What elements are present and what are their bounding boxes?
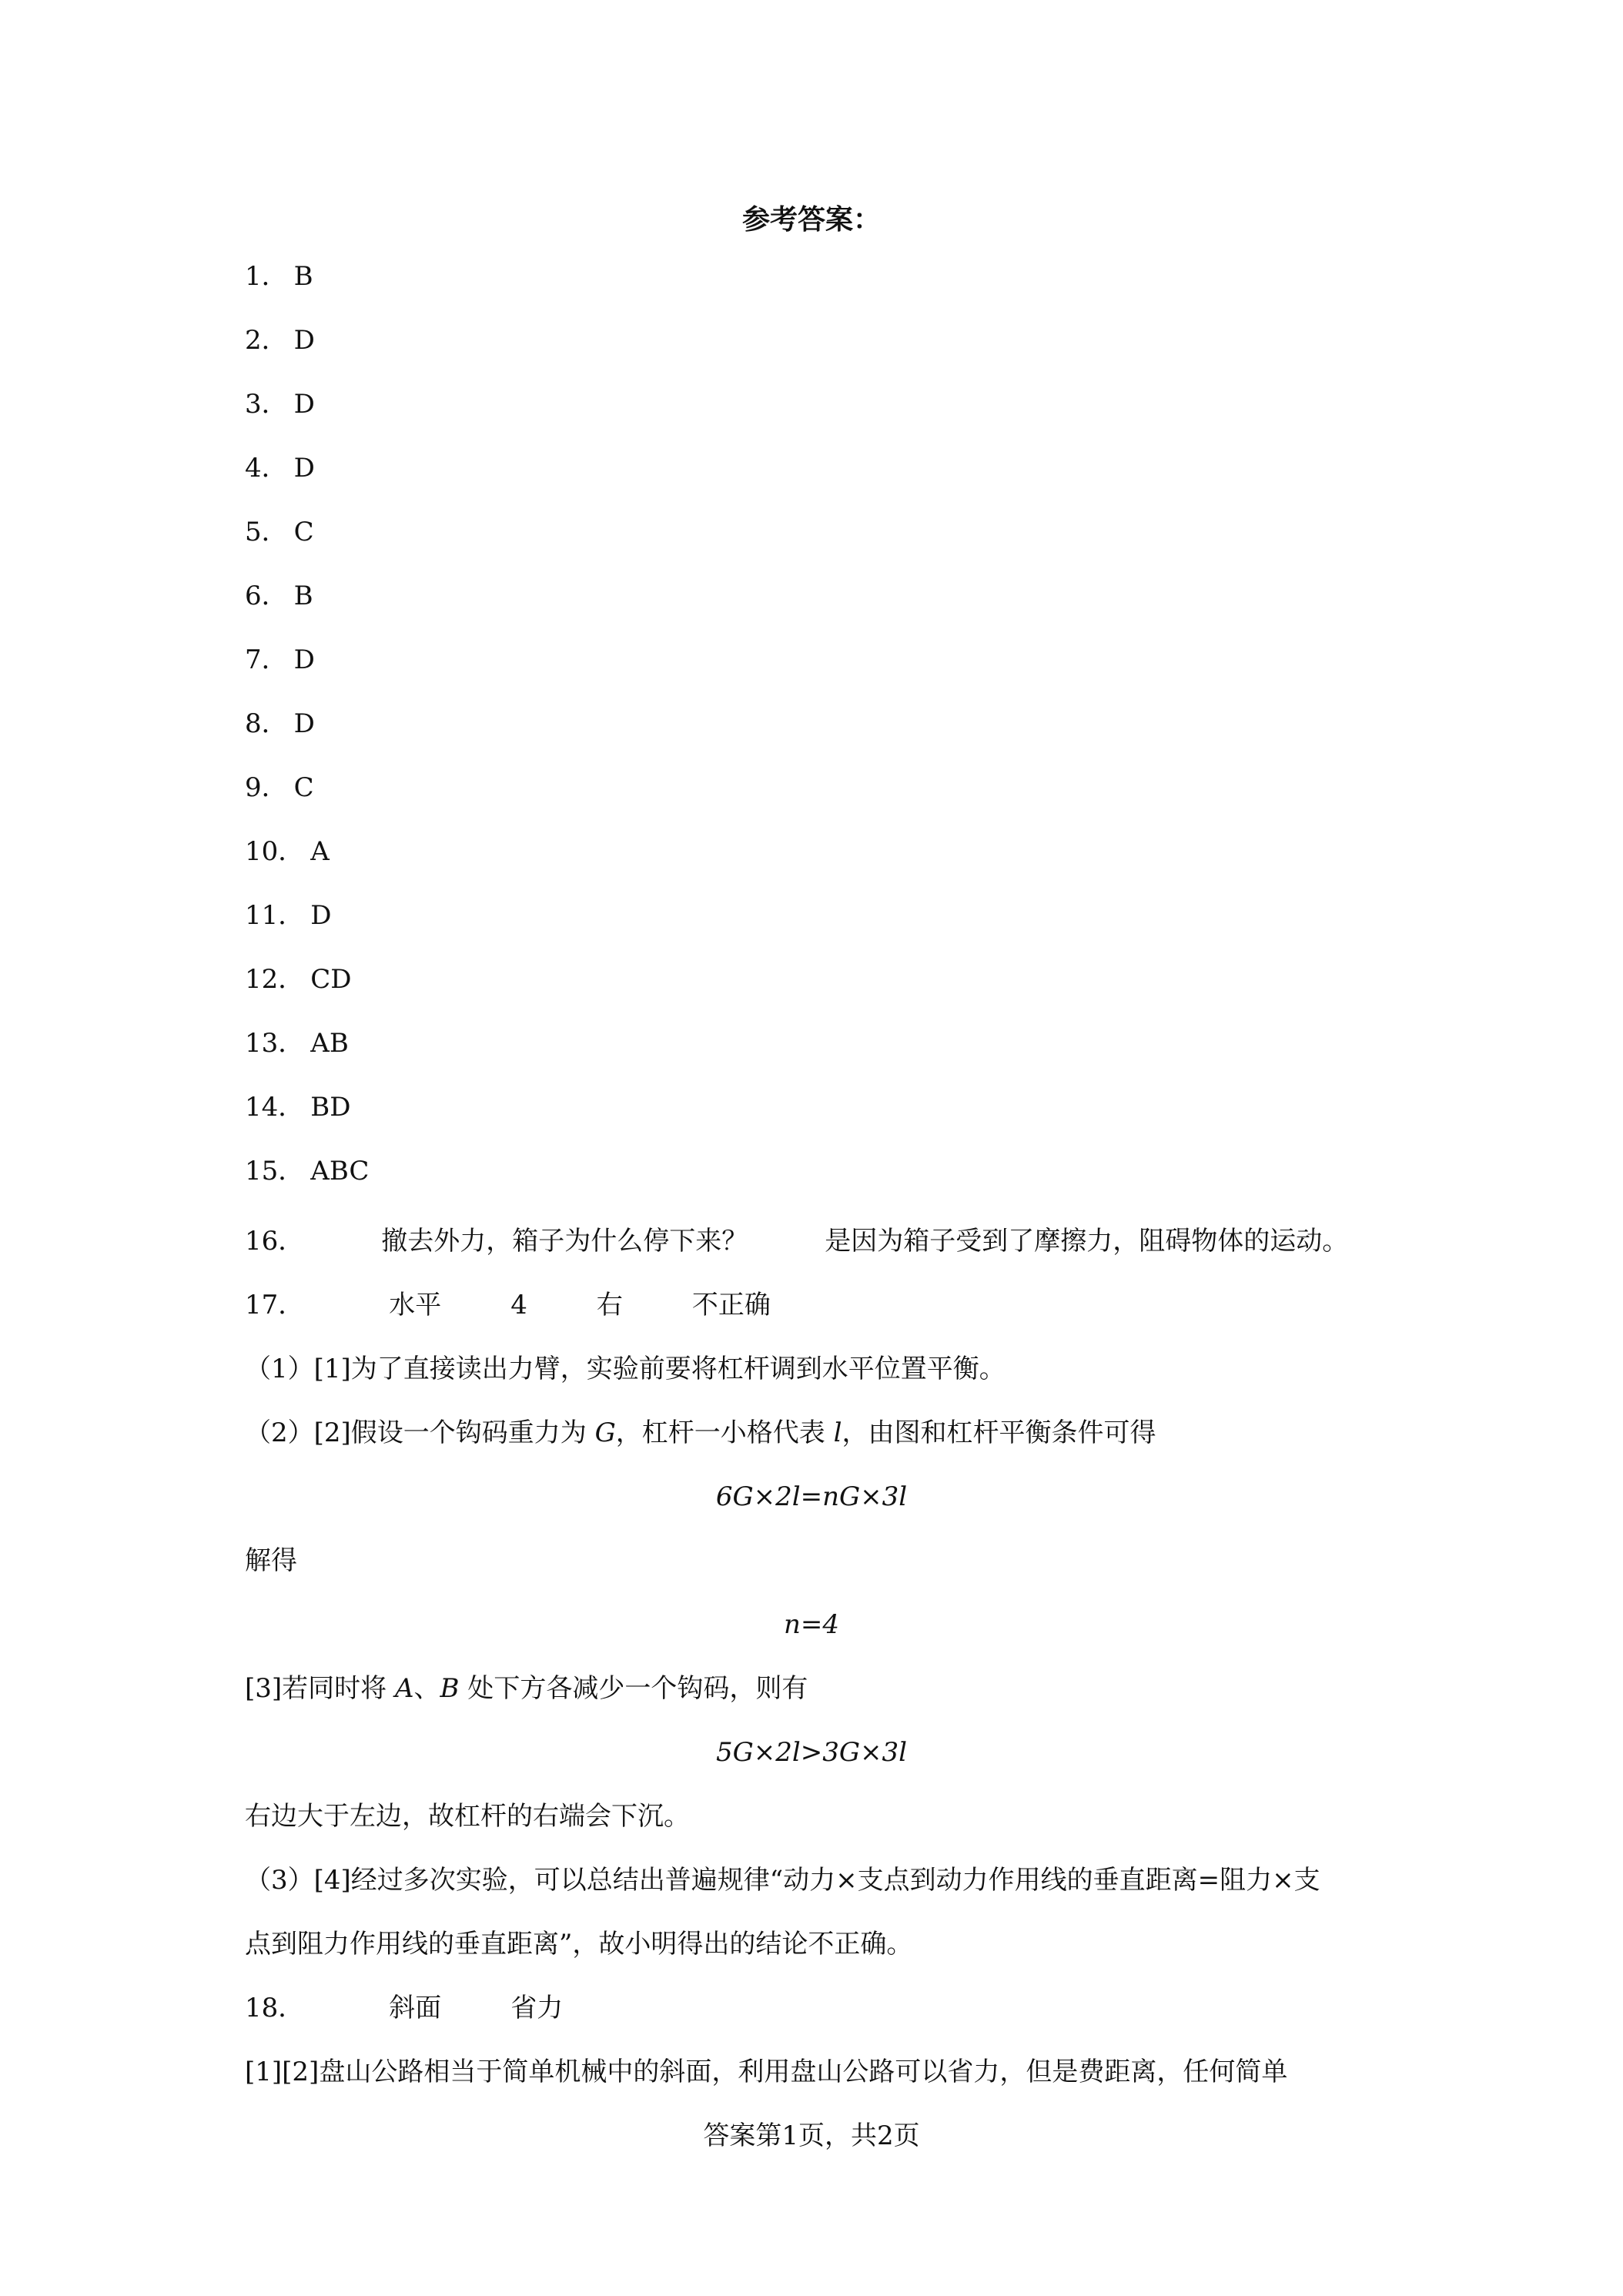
answer-choice: A <box>310 836 330 867</box>
answer-choice: D <box>293 389 315 420</box>
answer-choice: CD <box>310 964 352 995</box>
page-title: 参考答案： <box>741 203 881 236</box>
answer-row <box>245 451 315 485</box>
answer-choice: AB <box>310 1028 349 1059</box>
explanation-paragraph: （1）[1]为了直接读出力臂，实验前要将杠杆调到水平位置平衡。 <box>245 1354 1006 1384</box>
answer-number: 4． <box>245 453 288 484</box>
answer-number: 8． <box>245 708 288 739</box>
answer-choice: D <box>293 325 315 356</box>
answer-number: 6． <box>245 581 288 611</box>
explanation-paragraph <box>245 1672 808 1705</box>
text: [3]若同时将 <box>245 1673 387 1704</box>
answer-17 <box>245 1288 771 1322</box>
answer-choice: C <box>293 517 314 547</box>
answer-choice: ABC <box>310 1156 370 1186</box>
answer-row <box>245 1090 351 1124</box>
equation <box>0 1480 1623 1514</box>
answer-16 <box>245 1224 1348 1258</box>
answer-choice: D <box>293 453 315 484</box>
answer-row <box>245 515 314 549</box>
page-footer: 答案第1页，共2页 <box>703 2120 920 2151</box>
symbol: B <box>440 1673 460 1704</box>
explanation-paragraph: 点到阻力作用线的垂直距离”，故小明得出的结论不正确。 <box>245 1929 913 1960</box>
answer-number: 3． <box>245 389 288 420</box>
answer-number: 18． <box>245 1993 305 2023</box>
answer-number: 10． <box>245 836 305 867</box>
answer-row <box>245 259 313 293</box>
answer-row <box>245 1154 369 1188</box>
answer-text: 是因为箱子受到了摩擦力，阻碍物体的运动。 <box>825 1226 1349 1257</box>
equation <box>0 1608 1623 1642</box>
explanation-paragraph <box>245 1416 1156 1450</box>
answer-choice: D <box>310 900 332 931</box>
answer-number: 5． <box>245 517 288 547</box>
answer-number: 1． <box>245 261 288 292</box>
answer-choice: BD <box>310 1092 351 1123</box>
answer-row <box>245 962 352 996</box>
answer-choice: D <box>293 708 315 739</box>
text: 、 <box>413 1673 440 1704</box>
answer-row <box>245 579 313 613</box>
explanation-paragraph: 右边大于左边，故杠杆的右端会下沉。 <box>245 1801 690 1832</box>
explanation-paragraph: （3）[4]经过多次实验，可以总结出普遍规律“动力×支点到动力作用线的垂直距离=阻力×支 <box>245 1865 1320 1896</box>
answer-row <box>245 835 330 869</box>
answer-number: 7． <box>245 644 288 675</box>
equation-text: n=4 <box>783 1609 840 1640</box>
answer-choice: B <box>293 261 313 292</box>
equation <box>0 1735 1623 1769</box>
answer-number: 17． <box>245 1290 305 1320</box>
answer-text: 不正确 <box>691 1290 771 1320</box>
answer-number: 14． <box>245 1092 305 1123</box>
answer-row <box>245 643 315 677</box>
answer-choice: C <box>293 772 314 803</box>
answer-choice: B <box>293 581 313 611</box>
answer-number: 16． <box>245 1226 305 1257</box>
answer-number: 11． <box>245 900 305 931</box>
symbol: l <box>833 1417 842 1448</box>
answer-text: 右 <box>596 1290 623 1320</box>
answer-number: 15． <box>245 1156 305 1186</box>
answer-choice: D <box>293 644 315 675</box>
explanation-paragraph: 解得 <box>245 1545 297 1576</box>
text: 处下方各减少一个钩码，则有 <box>467 1673 808 1704</box>
answer-number: 13． <box>245 1028 305 1059</box>
answer-text: 斜面 <box>389 1993 442 2023</box>
equation-text: 5G×2l>3G×3l <box>715 1737 908 1768</box>
symbol: G <box>594 1417 616 1448</box>
answer-number: 2． <box>245 325 288 356</box>
text: ，杠杆一小格代表 <box>615 1417 825 1448</box>
answer-row <box>245 323 315 357</box>
text: （2）[2]假设一个钩码重力为 <box>245 1417 587 1448</box>
explanation-paragraph: [1][2]盘山公路相当于简单机械中的斜面，利用盘山公路可以省力，但是费距离，任何简单 <box>245 2057 1288 2087</box>
text: ，由图和杠杆平衡条件可得 <box>842 1417 1156 1448</box>
answer-text: 水平 <box>389 1290 442 1320</box>
answer-number: 12． <box>245 964 305 995</box>
symbol: A <box>394 1673 414 1704</box>
answer-row <box>245 707 315 741</box>
answer-text: 省力 <box>510 1993 564 2023</box>
answer-number: 9． <box>245 772 288 803</box>
answer-18 <box>245 1991 563 2025</box>
equation-text: 6G×2l=nG×3l <box>715 1481 908 1512</box>
answer-row <box>245 771 314 805</box>
answer-row <box>245 899 332 932</box>
answer-row <box>245 387 315 421</box>
answer-row <box>245 1026 349 1060</box>
answer-text: 撤去外力，箱子为什么停下来？ <box>381 1226 748 1257</box>
answer-text: 4 <box>510 1290 527 1320</box>
